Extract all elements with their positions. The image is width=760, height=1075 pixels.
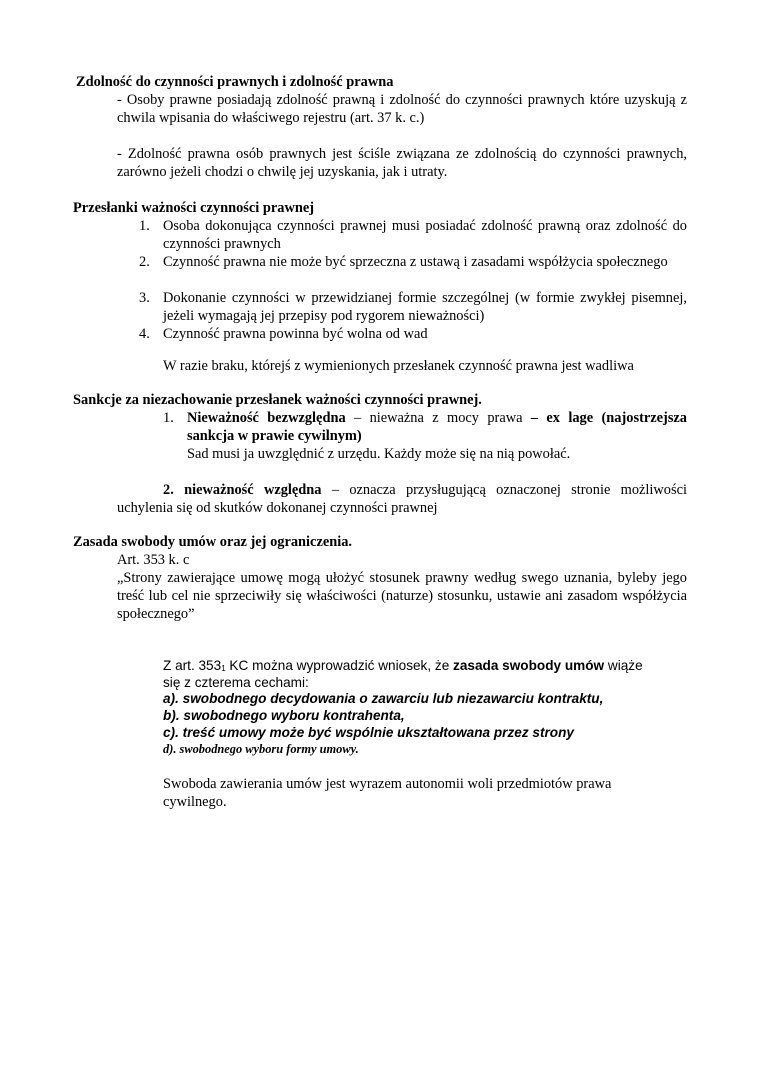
sanction-term: Nieważność bezwzględna (187, 410, 346, 426)
list-item (139, 289, 687, 325)
sanction-note: Sad musi ja uwzględnić z urzędu. Każdy może się na nią powołać. (187, 446, 571, 462)
intro-bold: zasada swobody umów (453, 658, 605, 673)
feature-c: c). treść umowy może być wspólnie ukształtowana przez strony (163, 725, 574, 740)
article-quote: „Strony zawierające umowę mogą ułożyć stosunek prawny według swego uznania, byleby jego treść lub cel nie sprzeciwiły się właściwości (naturze) stosunku, ustawie ani zasadom współżycia społecznego” (117, 570, 687, 622)
sanction-desc: nieważna z mocy prawa (369, 410, 523, 426)
list-item (139, 325, 687, 343)
intro-text: wiąże (604, 658, 643, 673)
intro-text: KC można wyprowadzić wniosek, że (225, 658, 454, 673)
article-reference: Art. 353 k. c (117, 552, 190, 568)
sanction-item-absolute (163, 409, 687, 463)
sanction-dash: – (345, 410, 370, 426)
section-heading-capacity: Zdolność do czynności prawnych i zdolność prawna (76, 74, 394, 90)
sanction-text (187, 409, 687, 445)
feature-a: a). swobodnego decydowania o zawarciu lub niezawarciu kontraktu, (163, 691, 604, 706)
intro-subscript: 1 (221, 664, 226, 673)
section-heading-sanctions: Sankcje za niezachowanie przesłanek ważności czynności prawnej. (73, 392, 482, 408)
list-text: Osoba dokonująca czynności prawnej musi posiadać zdolność prawną oraz zdolność do czynności prawnych (163, 218, 687, 252)
list-number: 3. (139, 290, 150, 306)
closing-line-2: cywilnego. (163, 794, 227, 810)
list-item (139, 217, 687, 253)
feature-b: b). swobodnego wyboru kontrahenta, (163, 708, 405, 723)
list-text: Czynność prawna nie może być sprzeczna z ustawą i zasadami współżycia społecznego (163, 254, 668, 270)
validity-note: W razie braku, którejś z wymienionych przesłanek czynność prawna jest wadliwa (163, 358, 634, 374)
paragraph-capacity-1: - Osoby prawne posiadają zdolność prawną i zdolność do czynności prawnych które uzyskują z chwila wpisania do właściwego rejestru (art. 37 k. c.) (117, 92, 687, 126)
list-number: 1. (139, 218, 150, 234)
sanction-item-relative (117, 481, 687, 517)
list-text: Czynność prawna powinna być wolna od wad (163, 326, 428, 342)
section-heading-validity: Przesłanki ważności czynności prawnej (73, 200, 315, 216)
list-item (139, 253, 687, 271)
sanction-term: 2. nieważność względna (163, 482, 322, 498)
list-number: 1. (163, 410, 174, 426)
intro-text: Z art. 353 (163, 658, 222, 673)
closing-line-1: Swoboda zawierania umów jest wyrazem autonomii woli przedmiotów prawa (163, 776, 612, 792)
paragraph-capacity-2: - Zdolność prawna osób prawnych jest ściśle związana ze zdolnością do czynności prawnych, zarówno jeżeli chodzi o chwilę jej uzyskania, jak i utraty. (117, 146, 687, 180)
list-number: 2. (139, 254, 150, 270)
sanction-desc: oznacza przysługującą oznaczonej stronie możliwości uchylenia się od skutków dokonanej czynności prawnej (117, 482, 687, 516)
sanction-dash: – (321, 482, 350, 498)
list-number: 4. (139, 326, 150, 342)
section-heading-freedom: Zasada swobody umów oraz jej ograniczenia. (73, 534, 353, 550)
feature-d: d). swobodnego wyboru formy umowy. (163, 742, 359, 756)
intro-line-2: się z czterema cechami: (163, 675, 309, 690)
list-text: Dokonanie czynności w przewidzianej formie szczególnej (w formie zwykłej pisemnej, jeżeli wymagają jej przepisy pod rygorem nieważności) (163, 290, 687, 324)
sanction-emphasis: – ex lage (najostrzejsza sankcja w prawie cywilnym) (187, 410, 688, 444)
